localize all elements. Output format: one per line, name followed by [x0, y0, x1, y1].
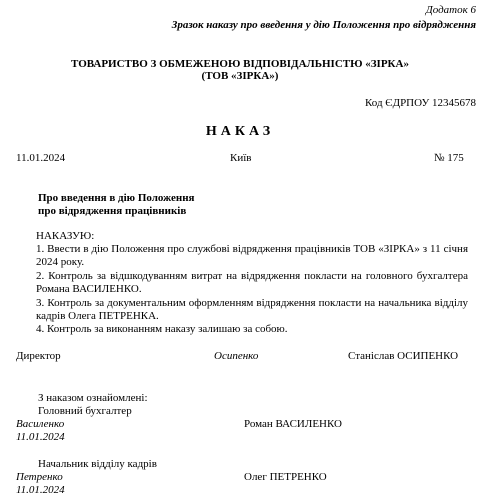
order-item-1: 1. Ввести в дію Положення про службові відрядження працівників ТОВ «ЗІРКА» з 11 січня 2024 року. [36, 243, 468, 268]
sample-title: Зразок наказу про введення у дію Положення про відрядження [171, 19, 476, 31]
hr-head-name: Олег ПЕТРЕНКО [244, 471, 327, 483]
order-subject-line1: Про введення в дію Положення [38, 192, 195, 204]
order-intro: НАКАЗУЮ: [36, 230, 95, 242]
company-code: Код ЄДРПОУ 12345678 [364, 97, 476, 109]
hr-head-position: Начальник відділу кадрів [38, 458, 157, 470]
document-type: НАКАЗ [205, 124, 275, 139]
hr-head-signature: Петренко [16, 471, 63, 483]
appendix-label: Додаток 6 [425, 4, 476, 16]
company-full-name: ТОВАРИСТВО З ОБМЕЖЕНОЮ ВІДПОВІДАЛЬНІСТЮ «ЗІРКА» [71, 58, 409, 70]
acknowledgement-heading: З наказом ознайомлені: [38, 392, 148, 404]
order-date: 11.01.2024 [16, 152, 66, 164]
company-short-name: (ТОВ «ЗІРКА») [201, 70, 279, 82]
accountant-signature: Василенко [16, 418, 65, 430]
accountant-date: 11.01.2024 [16, 431, 65, 443]
hr-head-date: 11.01.2024 [16, 484, 65, 496]
accountant-position: Головний бухгалтер [38, 405, 132, 417]
order-item-4: 4. Контроль за виконанням наказу залишаю за собою. [36, 323, 288, 335]
order-number: № 175 [434, 152, 464, 164]
order-item-2: 2. Контроль за відшкодуванням витрат на відрядження покласти на головного бухгалтера Романа ВАСИЛЕНКО. [36, 270, 468, 295]
order-subject-line2: про відрядження працівників [38, 205, 187, 217]
director-name: Станіслав ОСИПЕНКО [348, 350, 459, 362]
director-signature: Осипенко [214, 350, 259, 362]
order-city: Київ [230, 152, 252, 164]
director-title: Директор [16, 350, 61, 362]
order-item-3: 3. Контроль за документальним оформленням відрядження покласти на начальника відділу кадрів Олега ПЕТРЕНКА. [36, 297, 468, 322]
accountant-name: Роман ВАСИЛЕНКО [244, 418, 342, 430]
